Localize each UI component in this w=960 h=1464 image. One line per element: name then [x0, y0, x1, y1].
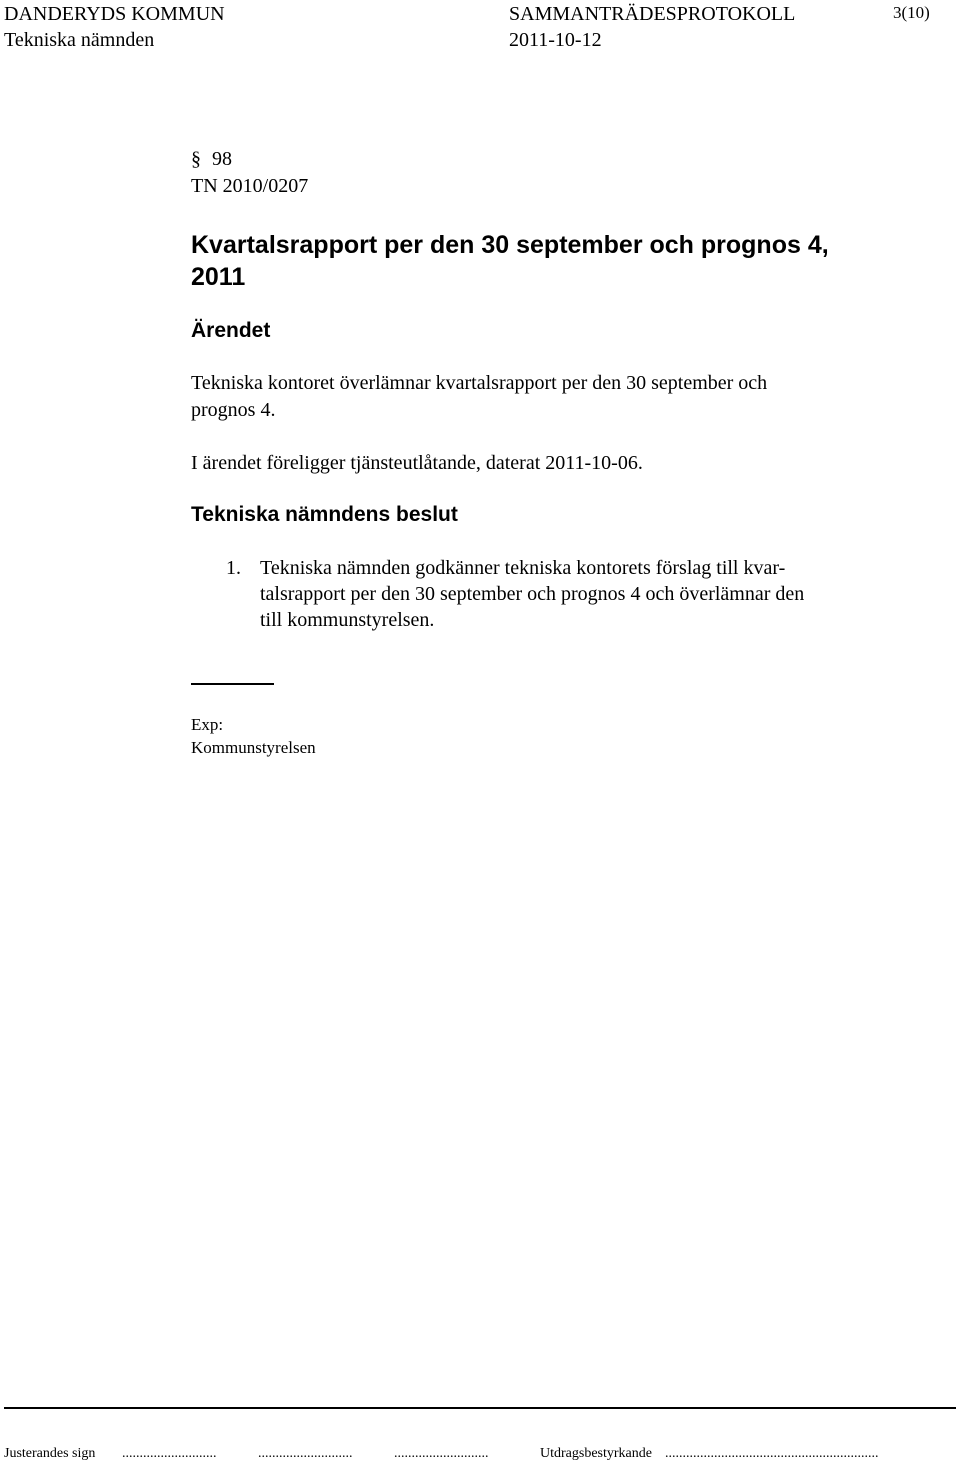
document-type: SAMMANTRÄDESPROTOKOLL: [509, 3, 796, 25]
arendet-paragraph2: I ärendet föreligger tjänsteutlåtande, daterat 2011-10-06.: [191, 452, 643, 474]
paragraph-marker: [191, 146, 232, 172]
expedition-recipient: Kommunstyrelsen: [191, 738, 316, 757]
page-number: 3(10): [893, 3, 930, 22]
utdragsbestyrkande-line: .............................................................: [665, 1446, 879, 1461]
paragraph-symbol: §: [191, 148, 201, 170]
decision-item-line1: Tekniska nämnden godkänner tekniska kontorets förslag till kvar-: [260, 557, 786, 579]
case-number: TN 2010/0207: [191, 175, 309, 197]
expedition-label: Exp:: [191, 715, 224, 734]
municipality-name: DANDERYDS KOMMUN: [4, 3, 225, 25]
footer-divider: [4, 1407, 956, 1409]
arendet-paragraph1-line1: Tekniska kontoret överlämnar kvartalsrapport per den 30 september och: [191, 372, 768, 394]
signature-line-1: ...........................: [122, 1446, 217, 1461]
decision-item-line2: talsrapport per den 30 september och prognos 4 och överlämnar den: [260, 583, 805, 605]
justerandes-sign-label: Justerandes sign: [4, 1446, 96, 1461]
section-title-line2: 2011: [191, 263, 246, 291]
decision-item-line3: till kommunstyrelsen.: [260, 609, 435, 631]
arendet-heading: Ärendet: [191, 319, 271, 342]
signature-line-3: ...........................: [394, 1446, 489, 1461]
decision-item-number: 1.: [226, 557, 241, 579]
arendet-paragraph1-line2: prognos 4.: [191, 399, 276, 421]
decision-heading: Tekniska nämndens beslut: [191, 503, 458, 526]
committee-name: Tekniska nämnden: [4, 29, 155, 51]
expedition-divider: [191, 683, 274, 685]
meeting-date: 2011-10-12: [509, 29, 602, 51]
signature-line-2: ...........................: [258, 1446, 353, 1461]
utdragsbestyrkande-label: Utdragsbestyrkande: [540, 1446, 652, 1461]
section-title-line1: Kvartalsrapport per den 30 september och prognos 4,: [191, 231, 829, 259]
paragraph-number: 98: [212, 148, 232, 170]
